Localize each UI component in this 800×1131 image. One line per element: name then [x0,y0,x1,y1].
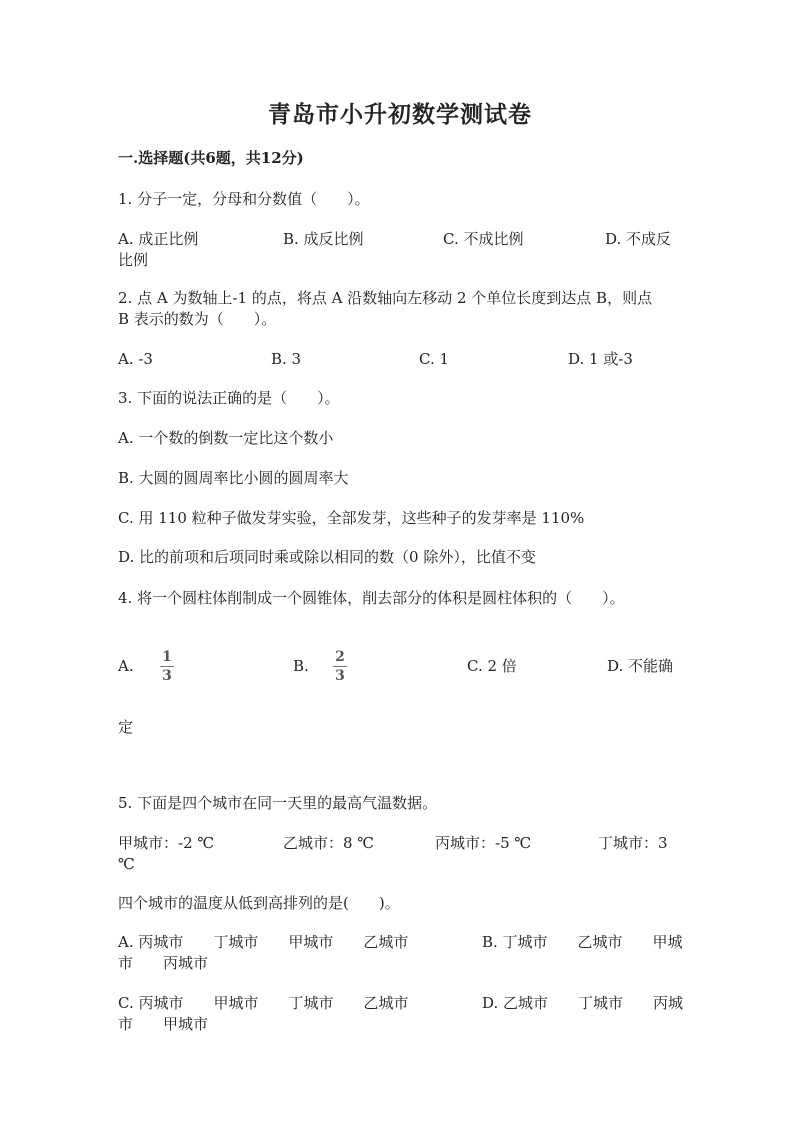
q1-option-a: A. 成正比例 [118,230,199,248]
q2-stem-line1: 2. 点 A 为数轴上-1 的点，将点 A 沿数轴向左移动 2 个单位长度到达点 B，则点 [118,289,653,307]
q5-option-a: A. 丙城市 丁城市 甲城市 乙城市 [118,933,409,951]
q4-option-d: D. 不能确 [607,657,674,675]
q5-option-b: B. 丁城市 乙城市 甲城 [482,933,683,951]
q5-data-bing: 丙城市：-5 ℃ [435,834,532,852]
q4-option-d-wrap: 定 [118,718,134,736]
fraction-denominator: 3 [162,668,172,684]
q1-option-b: B. 成反比例 [283,230,364,248]
q2-stem-line2: B 表示的数为（ ）。 [118,310,277,328]
q5-option-b-wrap: 市 丙城市 [118,954,209,972]
q1-option-c: C. 不成比例 [443,230,524,248]
q5-option-d-wrap: 市 甲城市 [118,1015,209,1033]
fraction-denominator: 3 [335,668,345,684]
q5-question: 四个城市的温度从低到高排列的是( )。 [118,894,400,912]
fraction-numerator: 1 [162,649,172,665]
q5-data-yi: 乙城市：8 ℃ [283,834,375,852]
q4-stem: 4. 将一个圆柱体削制成一个圆锥体，削去部分的体积是圆柱体积的（ ）。 [118,589,625,607]
q5-option-c: C. 丙城市 甲城市 丁城市 乙城市 [118,994,409,1012]
q3-option-c: C. 用 110 粒种子做发芽实验，全部发芽，这些种子的发芽率是 110% [118,509,585,527]
q4-option-b-label: B. [293,657,309,675]
q5-data-ding-wrap: ℃ [118,855,135,873]
q4-option-a-fraction [160,650,174,684]
q2-option-b: B. 3 [271,350,302,368]
q5-data-jia: 甲城市：-2 ℃ [118,834,215,852]
q2-option-d: D. 1 或-3 [568,350,633,368]
q1-option-d: D. 不成反 [605,230,672,248]
q5-stem: 5. 下面是四个城市在同一天里的最高气温数据。 [118,794,438,812]
q5-option-d: D. 乙城市 丁城市 丙城 [482,994,684,1012]
q5-data-ding: 丁城市：3 [598,834,668,852]
q4-option-c: C. 2 倍 [467,657,517,675]
q4-option-a-label: A. [118,657,134,675]
fraction-numerator: 2 [335,649,345,665]
q4-option-b-fraction [333,650,347,684]
q1-option-d-wrap: 比例 [118,251,149,269]
q3-option-a: A. 一个数的倒数一定比这个数小 [118,429,334,447]
q3-option-d: D. 比的前项和后项同时乘或除以相同的数（0 除外），比值不变 [118,548,536,566]
fraction-bar [160,666,174,667]
q2-option-c: C. 1 [419,350,450,368]
q3-option-b: B. 大圆的圆周率比小圆的圆周率大 [118,469,349,487]
q3-stem: 3. 下面的说法正确的是（ ）。 [118,389,340,407]
fraction-bar [333,666,347,667]
q2-option-a: A. -3 [118,350,153,368]
section-heading: 一.选择题(共6题，共12分) [118,149,304,167]
page-title: 青岛市小升初数学测试卷 [268,101,532,128]
q1-stem: 1. 分子一定，分母和分数值（ ）。 [118,190,370,208]
